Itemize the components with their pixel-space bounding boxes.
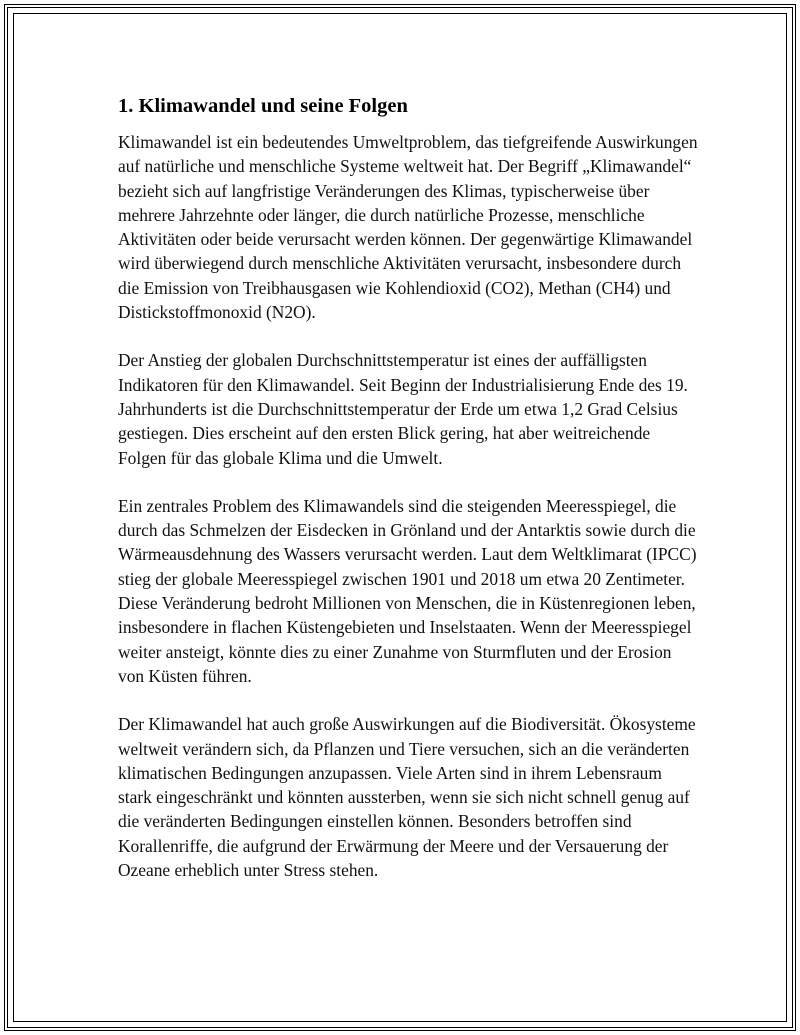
paragraph-intro: Klimawandel ist ein bedeutendes Umweltproblem, das tiefgreifende Auswirkungen auf natürliche und menschliche Systeme weltweit hat. Der Begriff „Klimawandel“ bezieht sich auf langfristige Veränderungen des Klimas, typischerweise über mehrere Jahrzehnte oder länger, die durch natürliche Prozesse, menschliche Aktivitäten oder beide verursacht werden können. Der gegenwärtige Klimawandel wird überwiegend durch menschliche Aktivitäten verursacht, insbesondere durch die Emission von Treibhausgasen wie Kohlendioxid (CO2), Methan (CH4) und Distickstoffmonoxid (N2O). (118, 132, 698, 323)
paragraph-biodiversity: Der Klimawandel hat auch große Auswirkungen auf die Biodiversität. Ökosysteme weltweit verändern sich, da Pflanzen und Tiere versuchen, sich an die veränderten klimatischen Bedingungen anzupassen. Viele Arten sind in ihrem Lebensraum stark eingeschränkt und könnten aussterben, wenn sie sich nicht schnell genug auf die veränderten Bedingungen einstellen können. Besonders betroffen sind Korallenriffe, die aufgrund der Erwärmung der Meere und der Versauerung der Ozeane erheblich unter Stress stehen. (118, 714, 696, 881)
paragraph-temperature: Der Anstieg der globalen Durchschnittstemperatur ist eines der auffälligsten Indikatoren für den Klimawandel. Seit Beginn der Industrialisierung Ende des 19. Jahrhunderts ist die Durchschnittstemperatur der Erde um etwa 1,2 Grad Celsius gestiegen. Dies erscheint auf den ersten Blick gering, hat aber weitreichende Folgen für das globale Klima und die Umwelt. (118, 350, 688, 468)
paragraph-sea-level: Ein zentrales Problem des Klimawandels sind die steigenden Meeresspiegel, die durch das Schmelzen der Eisdecken in Grönland und der Antarktis sowie durch die Wärmeausdehnung des Wassers verursacht werden. Laut dem Weltklimarat (IPCC) stieg der globale Meeresspiegel zwischen 1901 und 2018 um etwa 20 Zentimeter. Diese Veränderung bedroht Millionen von Menschen, die in Küstenregionen leben, insbesondere in flachen Küstengebieten und Inselstaaten. Wenn der Meeresspiegel weiter ansteigt, könnte dies zu einer Zunahme von Sturmfluten und der Erosion von Küsten führen. (118, 495, 697, 686)
section-heading: 1. Klimawandel und seine Folgen (118, 95, 408, 117)
document-body (118, 92, 698, 906)
